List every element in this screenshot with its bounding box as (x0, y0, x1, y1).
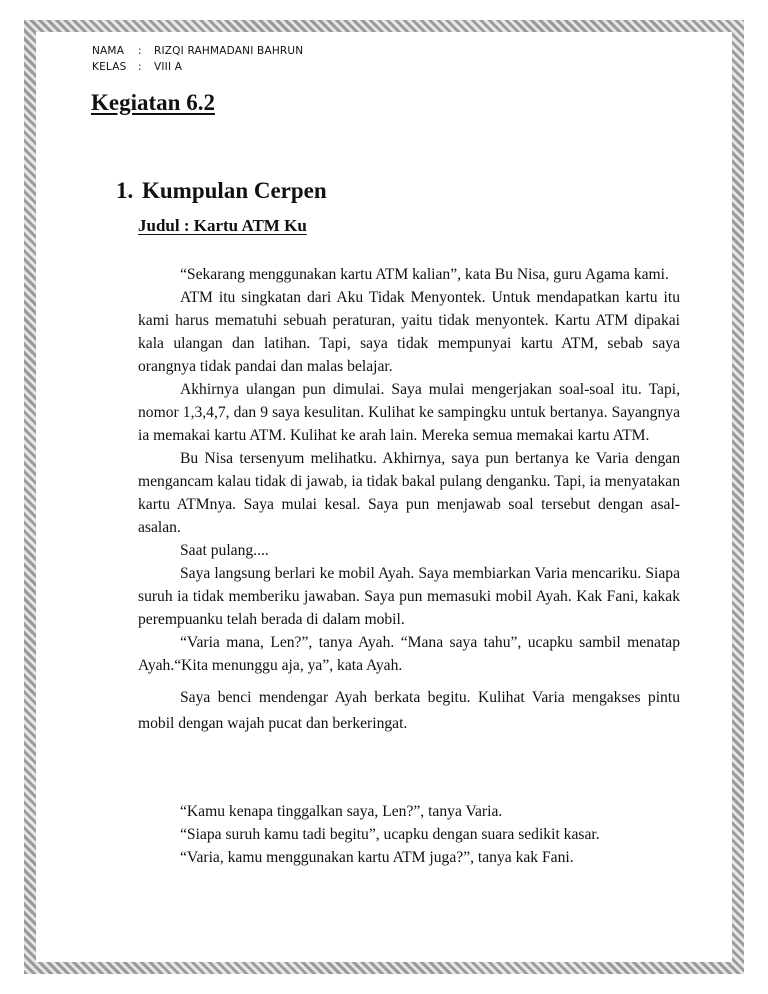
story-paragraph: Saat pulang.... (180, 542, 269, 559)
story-body (138, 263, 680, 737)
story-paragraph: “Sekarang menggunakan kartu ATM kalian”, kata Bu Nisa, guru Agama kami. (180, 266, 669, 283)
dialog-line: “Kamu kenapa tinggalkan saya, Len?”, tanya Varia. (180, 803, 503, 820)
dialog-line: “Siapa suruh kamu tadi begitu”, ucapku dengan suara sedikit kasar. (180, 826, 600, 843)
section-number: 1. (116, 178, 134, 203)
story-paragraph: ATM itu singkatan dari Aku Tidak Menyontek. Untuk mendapatkan kartu itu kami harus mematuhi sebuah peraturan, yaitu tidak menyontek. Kartu ATM dipakai kala ulangan dan latihan. Tapi, saya tidak mempunyai kartu ATM, sebab saya orangnya tidak pandai dan malas belajar. (138, 289, 680, 375)
class-label: KELAS (92, 61, 127, 73)
name-separator: : (138, 45, 142, 57)
dialog-block (138, 800, 680, 869)
name-value: RIZQI RAHMADANI BAHRUN (154, 45, 304, 57)
story-paragraph: Saya langsung berlari ke mobil Ayah. Saya membiarkan Varia mencariku. Siapa suruh ia tidak memberiku jawaban. Saya pun memasuki mobil Ayah. Kak Fani, kakak perempuanku telah berada di dalam mobil. (138, 565, 680, 628)
student-name-line (92, 45, 303, 57)
story-title: Judul : Kartu ATM Ku (138, 216, 307, 235)
story-paragraph: Bu Nisa tersenyum melihatku. Akhirnya, saya pun bertanya ke Varia dengan mengancam kalau tidak di jawab, ia tidak bakal pulang denganku. Tapi, ia menyatakan kartu ATMnya. Saya mulai kesal. Saya pun menjawab soal tersebut dengan asal-asalan. (138, 450, 680, 536)
story-paragraph: “Varia mana, Len?”, tanya Ayah. “Mana saya tahu”, ucapku sambil menatap Ayah.“Kita menunggu aja, ya”, kata Ayah. (138, 634, 680, 674)
section-heading (116, 178, 327, 204)
name-label: NAMA (92, 45, 125, 57)
story-paragraph: Saya benci mendengar Ayah berkata begitu. Kulihat Varia mengakses pintu mobil dengan wajah pucat dan berkeringat. (138, 689, 680, 732)
section-title: Kumpulan Cerpen (142, 178, 327, 203)
dialog-line: “Varia, kamu menggunakan kartu ATM juga?”, tanya kak Fani. (180, 849, 574, 866)
story-paragraph: Akhirnya ulangan pun dimulai. Saya mulai mengerjakan soal-soal itu. Tapi, nomor 1,3,4,7, dan 9 saya kesulitan. Kulihat ke sampingku untuk bertanya. Sayangnya ia memakai kartu ATM. Kulihat ke arah lain. Mereka semua memakai kartu ATM. (138, 381, 680, 444)
student-class-line (92, 61, 182, 73)
class-value: VIII A (154, 61, 183, 73)
class-separator: : (138, 61, 142, 73)
page-title: Kegiatan 6.2 (91, 90, 215, 115)
